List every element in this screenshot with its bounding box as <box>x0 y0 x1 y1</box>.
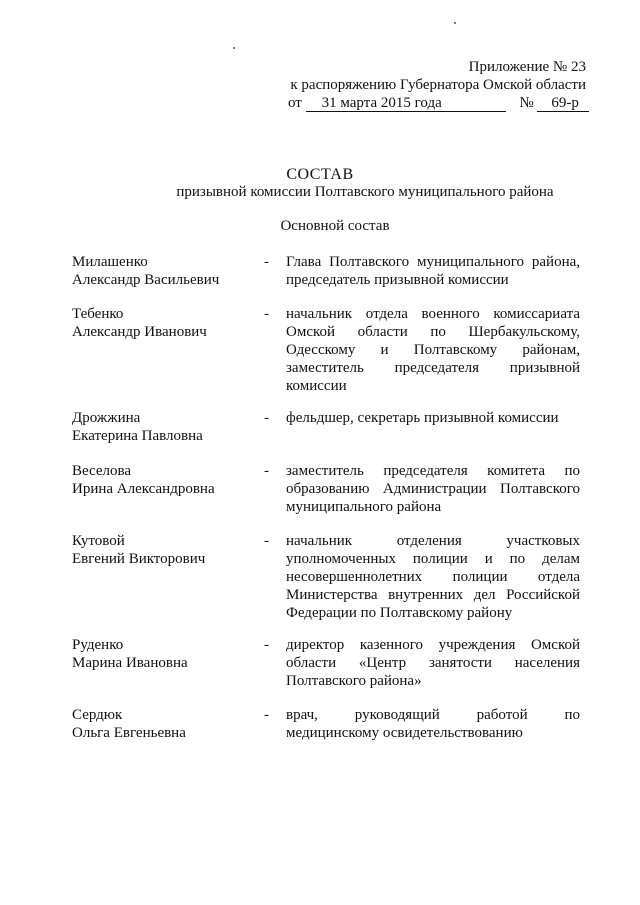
role-line: заместитель председателя призывной <box>286 360 580 376</box>
order-reference: к распоряжению Губернатора Омской области <box>290 77 586 93</box>
role-line: заместитель председателя комитета по <box>286 463 580 479</box>
role-line: Министерства внутренних дел Российской <box>286 587 580 603</box>
member-given-names: Александр Васильевич <box>72 272 220 288</box>
role-line: Одесскому и Полтавскому районам, <box>286 342 580 358</box>
role-line: начальник отдела военного комиссариата <box>286 306 580 322</box>
member-role <box>286 636 580 690</box>
member-name <box>72 636 252 672</box>
member-surname: Руденко <box>72 637 124 653</box>
member-name <box>72 462 252 498</box>
role-line: комиссии <box>286 378 347 394</box>
member-dash: - <box>264 254 269 270</box>
member-role <box>286 462 580 516</box>
member-role <box>286 532 580 622</box>
scan-speck <box>233 47 235 49</box>
role-line: директор казенного учреждения Омской <box>286 637 580 653</box>
role-line: области «Центр занятости населения <box>286 655 580 671</box>
member-surname: Кутовой <box>72 533 125 549</box>
role-line: Омской области по Шербакульскому, <box>286 324 580 340</box>
role-line: Полтавского района» <box>286 673 422 689</box>
member-role <box>286 305 580 395</box>
date-prefix: от <box>288 95 302 111</box>
role-line: фельдшер, секретарь призывной комиссии <box>286 410 559 426</box>
role-line: уполномоченных полиции и по делам <box>286 551 580 567</box>
member-name <box>72 253 252 289</box>
role-line: медицинскому освидетельствованию <box>286 725 523 741</box>
member-name <box>72 305 252 341</box>
member-dash: - <box>264 707 269 723</box>
member-role <box>286 253 580 289</box>
member-surname: Сердюк <box>72 707 123 723</box>
order-number: 69-р <box>537 96 589 112</box>
order-date-line <box>286 94 586 112</box>
role-line: врач, руководящий работой по <box>286 707 580 723</box>
appendix-header <box>286 58 586 112</box>
section-title: Основной состав <box>280 218 390 234</box>
member-given-names: Марина Ивановна <box>72 655 188 671</box>
member-surname: Веселова <box>72 463 132 479</box>
number-prefix: № <box>519 95 534 111</box>
role-line: начальник отделения участковых <box>286 533 580 549</box>
member-name <box>72 532 252 568</box>
member-given-names: Ирина Александровна <box>72 481 215 497</box>
order-date: 31 марта 2015 года <box>306 96 506 112</box>
member-dash: - <box>264 463 269 479</box>
member-given-names: Евгений Викторович <box>72 551 206 567</box>
document-title: СОСТАВ <box>286 166 354 183</box>
member-surname: Милашенко <box>72 254 148 270</box>
document-subtitle: призывной комиссии Полтавского муниципального района <box>176 184 554 200</box>
role-line: председатель призывной комиссии <box>286 272 509 288</box>
role-line: образованию Администрации Полтавского <box>286 481 580 497</box>
appendix-number: Приложение № 23 <box>468 59 586 75</box>
role-line: Глава Полтавского муниципального района, <box>286 254 580 270</box>
member-role <box>286 706 580 742</box>
scan-speck <box>454 22 456 24</box>
role-line: Федерации по Полтавскому району <box>286 605 513 621</box>
member-role <box>286 409 580 427</box>
member-given-names: Александр Иванович <box>72 324 207 340</box>
member-surname: Тебенко <box>72 306 124 322</box>
member-dash: - <box>264 306 269 322</box>
member-name <box>72 409 252 445</box>
member-name <box>72 706 252 742</box>
member-given-names: Екатерина Павловна <box>72 428 203 444</box>
role-line: несовершеннолетних полиции отдела <box>286 569 580 585</box>
role-line: муниципального района <box>286 499 442 515</box>
member-surname: Дрожжина <box>72 410 141 426</box>
member-given-names: Ольга Евгеньевна <box>72 725 186 741</box>
member-dash: - <box>264 533 269 549</box>
member-dash: - <box>264 410 269 426</box>
member-dash: - <box>264 637 269 653</box>
